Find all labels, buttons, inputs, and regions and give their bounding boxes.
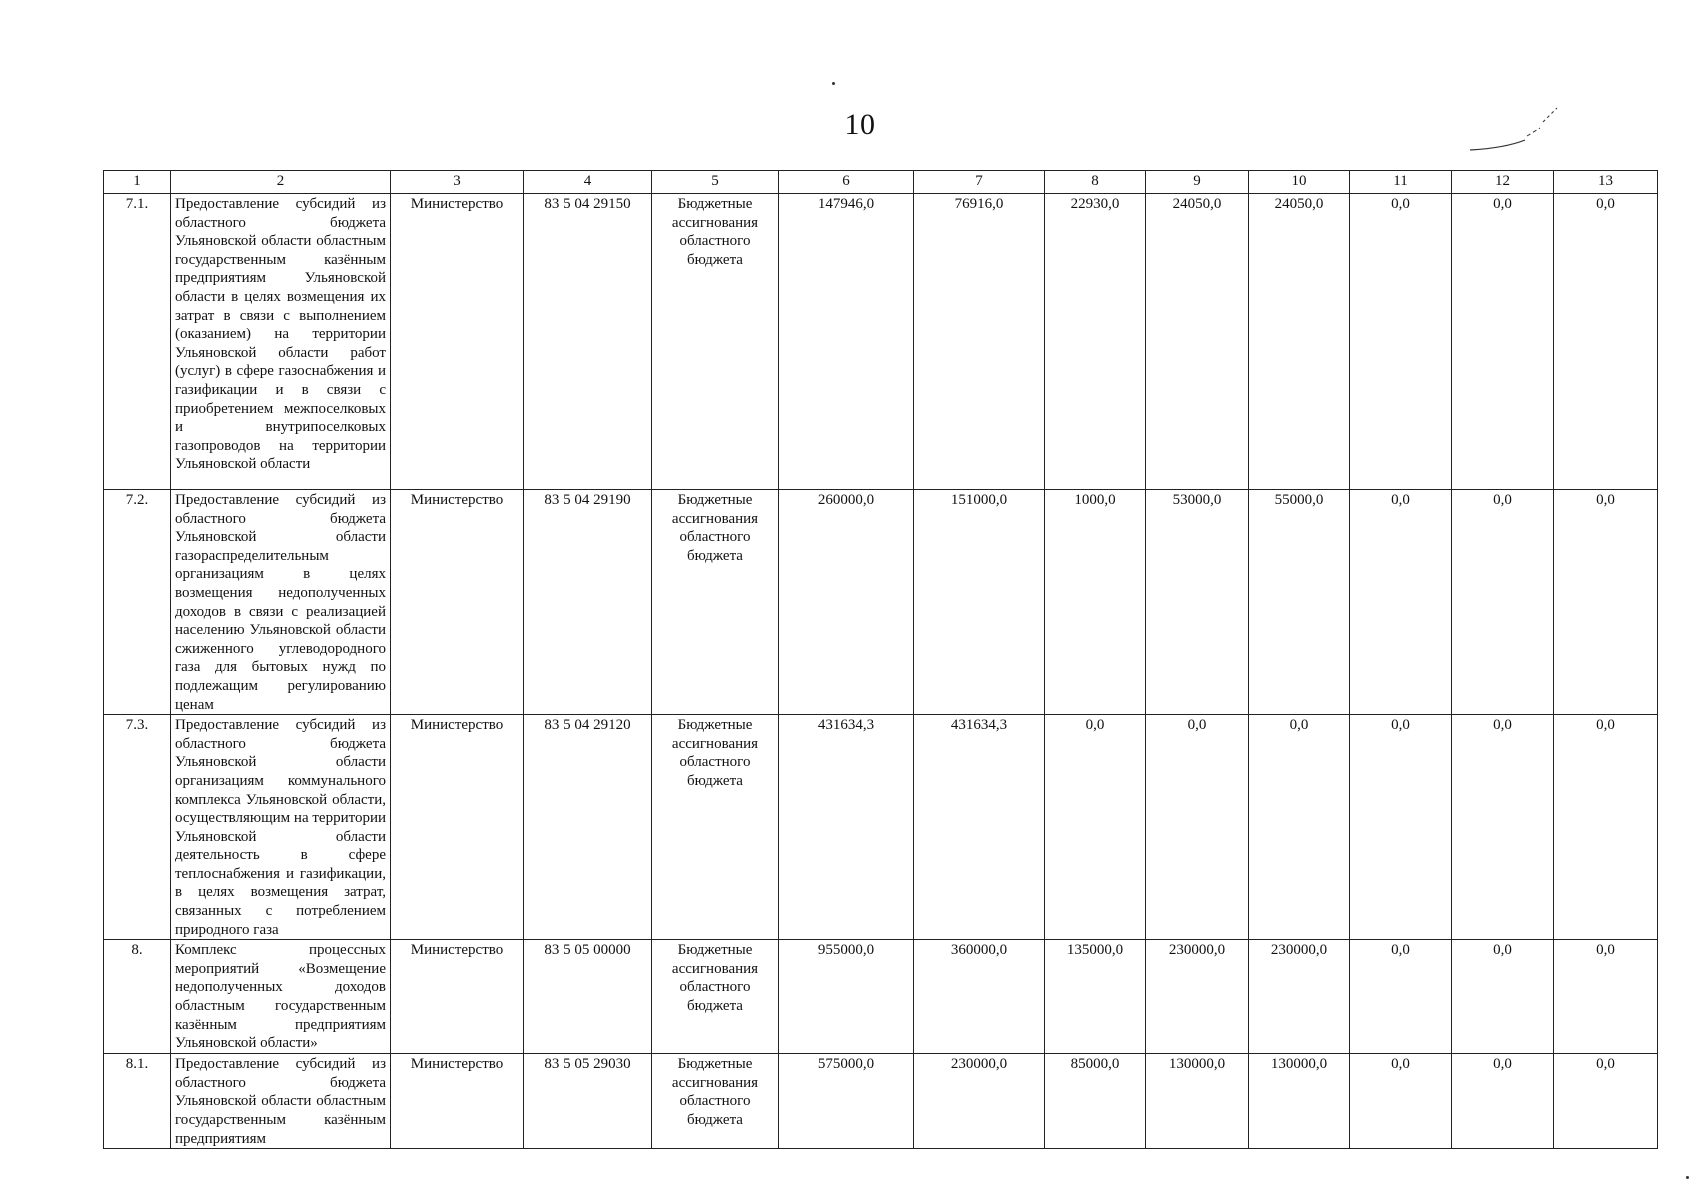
budget-code: 83 5 04 29190: [524, 490, 652, 715]
year-value: 24050,0: [1249, 194, 1350, 490]
funding-source: Бюджетные ассигнования областного бюджета: [652, 940, 779, 1054]
year-value: 0,0: [1452, 940, 1554, 1054]
page-number: 10: [844, 108, 876, 141]
table-row: [104, 490, 1658, 715]
year-value: 230000,0: [1146, 940, 1249, 1054]
column-header: 2: [171, 171, 391, 194]
year-value: 130000,0: [1146, 1054, 1249, 1149]
executor: Министерство: [391, 940, 524, 1054]
total-value: 955000,0: [779, 940, 914, 1054]
row-number: 8.1.: [104, 1054, 171, 1149]
row-number: 7.3.: [104, 715, 171, 940]
column-header: 10: [1249, 171, 1350, 194]
column-header: 13: [1554, 171, 1658, 194]
column-header: 9: [1146, 171, 1249, 194]
year-value: 135000,0: [1045, 940, 1146, 1054]
column-number-row: [104, 171, 1658, 194]
year-value: 360000,0: [914, 940, 1045, 1054]
year-value: 0,0: [1350, 940, 1452, 1054]
year-value: 0,0: [1554, 194, 1658, 490]
table-row: [104, 940, 1658, 1054]
year-value: 0,0: [1350, 1054, 1452, 1149]
year-value: 0,0: [1452, 1054, 1554, 1149]
scan-speck: [1686, 1176, 1689, 1179]
column-header: 7: [914, 171, 1045, 194]
year-value: 0,0: [1554, 1054, 1658, 1149]
year-value: 53000,0: [1146, 490, 1249, 715]
column-header: 1: [104, 171, 171, 194]
year-value: 0,0: [1452, 715, 1554, 940]
measure-name: Предоставление субсидий из областного бюджета Ульяновской области областным государственным казённым предприятиям: [171, 1054, 391, 1149]
measure-name: Предоставление субсидий из областного бюджета Ульяновской области областным государственным казённым предприятиям Ульяновской области в целях возмещения их затрат в связи с выполнением (оказанием) на территории Ульяновской области работ (услуг) в сфере газоснабжения и газификации и в связи с приобретением межпоселковых и внутрипоселковых газопроводов на территории Ульяновской области: [171, 194, 391, 490]
year-value: 230000,0: [1249, 940, 1350, 1054]
year-value: 76916,0: [914, 194, 1045, 490]
column-header: 4: [524, 171, 652, 194]
year-value: 130000,0: [1249, 1054, 1350, 1149]
column-header: 8: [1045, 171, 1146, 194]
budget-code: 83 5 04 29120: [524, 715, 652, 940]
budget-table: [103, 170, 1658, 1149]
year-value: 22930,0: [1045, 194, 1146, 490]
year-value: 431634,3: [914, 715, 1045, 940]
pen-stroke-mark: [1465, 100, 1585, 160]
year-value: 0,0: [1249, 715, 1350, 940]
budget-code: 83 5 05 00000: [524, 940, 652, 1054]
measure-name: Предоставление субсидий из областного бюджета Ульяновской области организациям коммунального комплекса Ульяновской области, осуществляющим на территории Ульяновской области деятельность в сфере теплоснабжения и газификации, в целях возмещения затрат, связанных с потреблением природного газа: [171, 715, 391, 940]
scan-speck: [832, 82, 835, 85]
executor: Министерство: [391, 194, 524, 490]
funding-source: Бюджетные ассигнования областного бюджета: [652, 490, 779, 715]
executor: Министерство: [391, 490, 524, 715]
table-row: [104, 1054, 1658, 1149]
measure-name: Предоставление субсидий из областного бюджета Ульяновской области газораспределительным организациям в целях возмещения недополученных доходов в связи с реализацией населению Ульяновской области сжиженного углеводородного газа для бытовых нужд по подлежащим регулированию ценам: [171, 490, 391, 715]
year-value: 1000,0: [1045, 490, 1146, 715]
year-value: 151000,0: [914, 490, 1045, 715]
year-value: 0,0: [1146, 715, 1249, 940]
funding-source: Бюджетные ассигнования областного бюджета: [652, 715, 779, 940]
total-value: 431634,3: [779, 715, 914, 940]
column-header: 12: [1452, 171, 1554, 194]
year-value: 0,0: [1350, 194, 1452, 490]
funding-source: Бюджетные ассигнования областного бюджета: [652, 194, 779, 490]
column-header: 11: [1350, 171, 1452, 194]
year-value: 0,0: [1554, 940, 1658, 1054]
year-value: 0,0: [1350, 490, 1452, 715]
total-value: 575000,0: [779, 1054, 914, 1149]
funding-source: Бюджетные ассигнования областного бюджета: [652, 1054, 779, 1149]
year-value: 24050,0: [1146, 194, 1249, 490]
year-value: 0,0: [1554, 490, 1658, 715]
year-value: 0,0: [1452, 490, 1554, 715]
year-value: 0,0: [1452, 194, 1554, 490]
row-number: 7.2.: [104, 490, 171, 715]
executor: Министерство: [391, 715, 524, 940]
total-value: 260000,0: [779, 490, 914, 715]
year-value: 55000,0: [1249, 490, 1350, 715]
budget-code: 83 5 05 29030: [524, 1054, 652, 1149]
row-number: 7.1.: [104, 194, 171, 490]
total-value: 147946,0: [779, 194, 914, 490]
executor: Министерство: [391, 1054, 524, 1149]
column-header: 6: [779, 171, 914, 194]
table-row: [104, 715, 1658, 940]
column-header: 5: [652, 171, 779, 194]
year-value: 0,0: [1045, 715, 1146, 940]
year-value: 0,0: [1554, 715, 1658, 940]
year-value: 85000,0: [1045, 1054, 1146, 1149]
table-row: [104, 194, 1658, 490]
measure-name: Комплекс процессных мероприятий «Возмещение недополученных доходов областным государственным казённым предприятиям Ульяновской области»: [171, 940, 391, 1054]
year-value: 0,0: [1350, 715, 1452, 940]
budget-code: 83 5 04 29150: [524, 194, 652, 490]
column-header: 3: [391, 171, 524, 194]
year-value: 230000,0: [914, 1054, 1045, 1149]
row-number: 8.: [104, 940, 171, 1054]
